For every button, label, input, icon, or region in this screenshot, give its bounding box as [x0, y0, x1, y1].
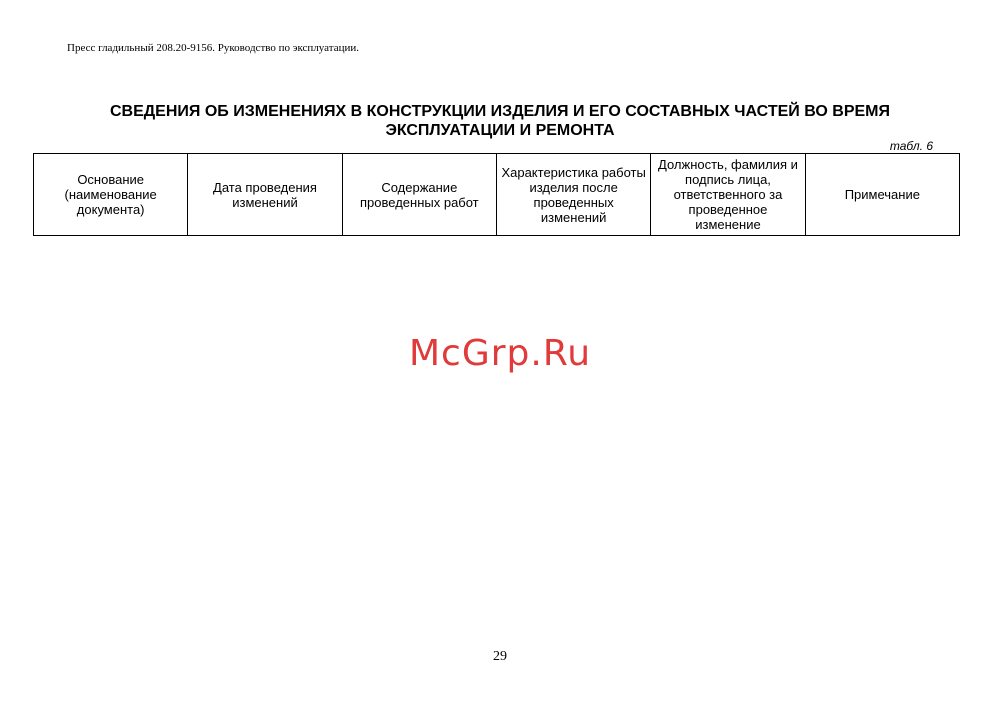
page-number: 29: [493, 649, 507, 664]
section-title: [60, 102, 940, 140]
column-header-basis: Основание (наименование документа): [34, 154, 188, 236]
changes-table: [33, 153, 960, 236]
column-header-performance: Характеристика работы изделия после проведенных изменений: [496, 154, 650, 236]
running-header: Пресс гладильный 208.20-9156. Руководство по эксплуатации.: [67, 42, 359, 54]
column-header-work-content: Содержание проведенных работ: [342, 154, 496, 236]
watermark-logo: McGrp.Ru: [408, 333, 592, 374]
table-label: табл. 6: [889, 139, 933, 153]
column-header-responsible: Должность, фамилия и подпись лица, ответственного за проведенное изменение: [651, 154, 805, 236]
table-header-row: [34, 154, 960, 236]
column-header-note: Примечание: [805, 154, 959, 236]
section-title-line-1: СВЕДЕНИЯ ОБ ИЗМЕНЕНИЯХ В КОНСТРУКЦИИ ИЗДЕЛИЯ И ЕГО СОСТАВНЫХ ЧАСТЕЙ ВО ВРЕМЯ: [110, 103, 890, 120]
column-header-date: Дата проведения изменений: [188, 154, 342, 236]
section-title-line-2: ЭКСПЛУАТАЦИИ И РЕМОНТА: [385, 122, 615, 139]
